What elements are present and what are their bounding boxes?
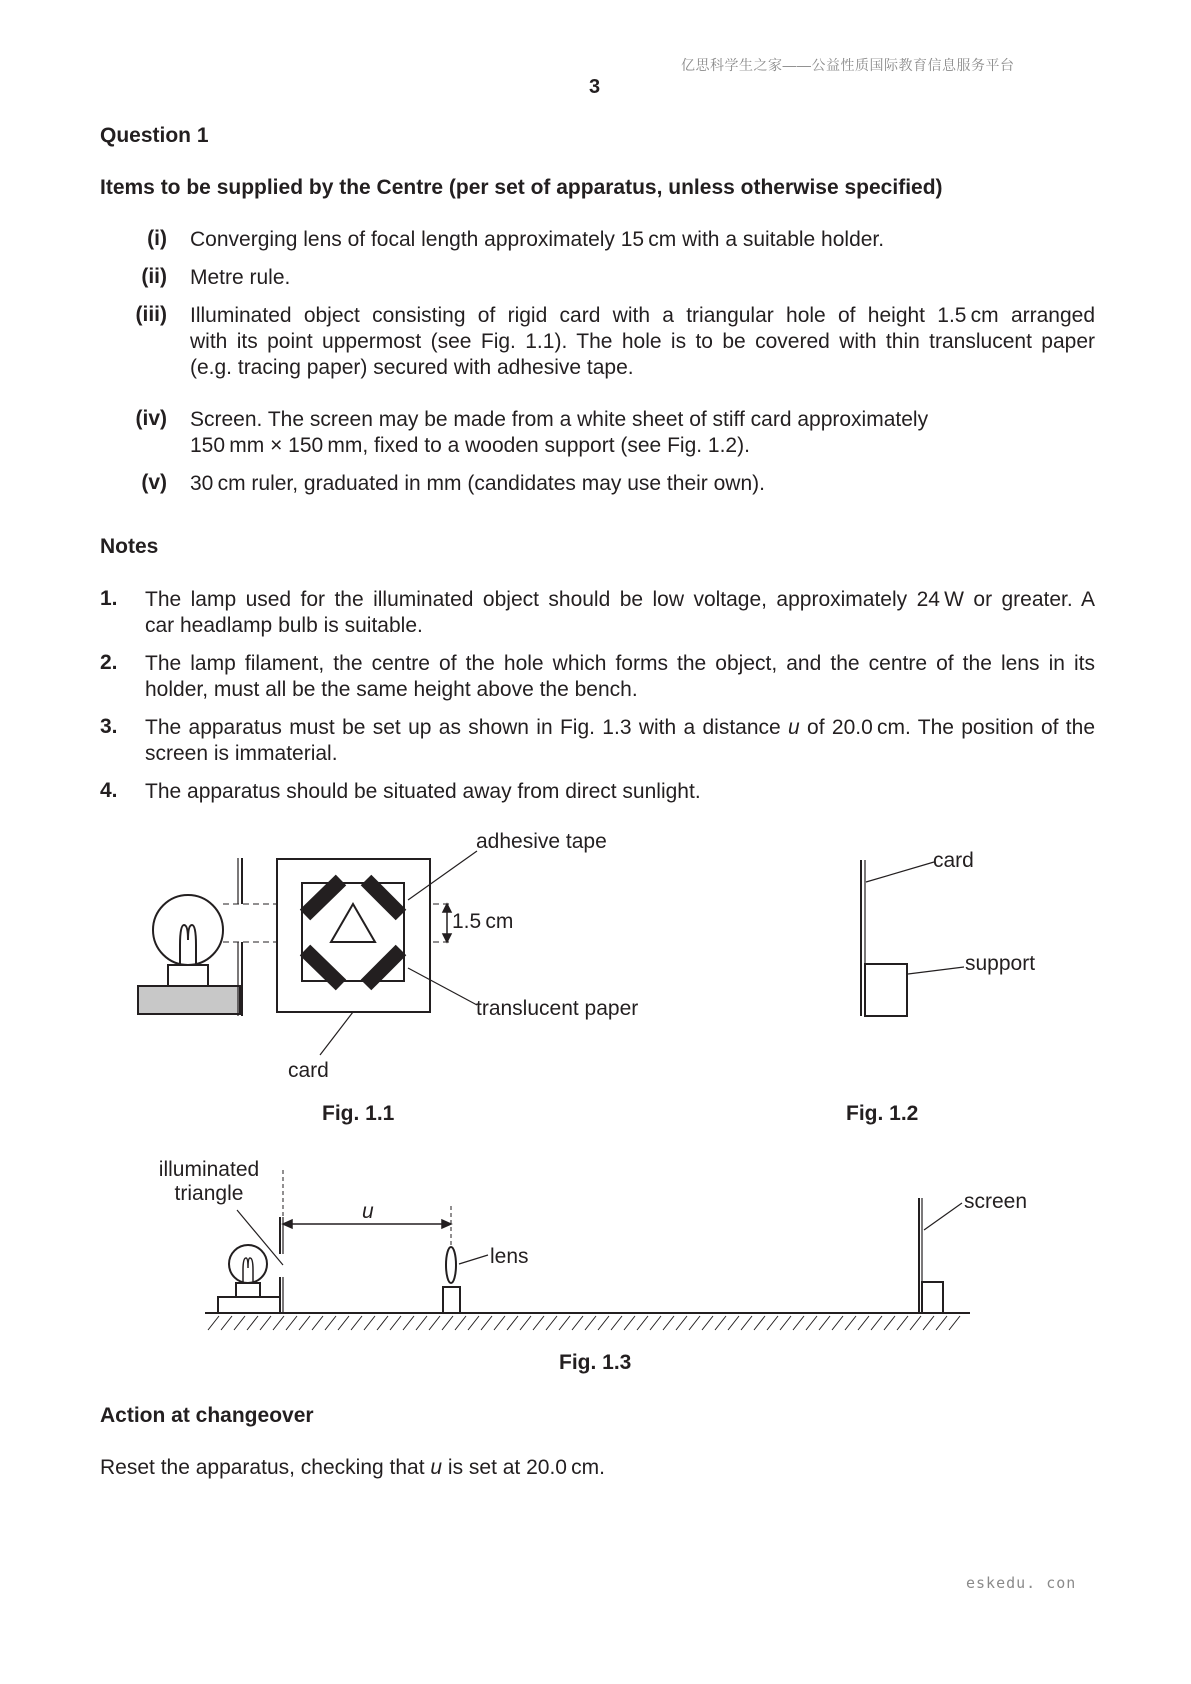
fig1-3-caption: Fig. 1.3 [559,1351,632,1374]
item-text: Converging lens of focal length approximately 15 cm with a suitable holder. [190,228,885,251]
label-lens: lens [490,1245,529,1268]
fig1-3-screen [919,1198,962,1313]
notes-heading: Notes [100,535,159,558]
note-number: 3. [100,715,118,738]
note-text-line: holder, must all be the same height above the bench. [145,678,638,701]
fig1-1-height-marker [443,904,451,942]
fig1-1-card-front [277,859,430,1012]
label-adhesive-tape: adhesive tape [476,830,607,853]
fig1-1-caption: Fig. 1.1 [322,1102,395,1125]
fig1-3-lens [443,1206,488,1313]
label-line: triangle [174,1182,244,1205]
items-heading: Items to be supplied by the Centre (per set of apparatus, unless otherwise specified) [100,176,943,199]
fig1-3-bench [205,1313,970,1330]
variable-u: u [788,716,800,739]
label-support: support [965,952,1036,975]
item-number: (v) [141,471,167,494]
item-text-line: 150 mm × 150 mm, fixed to a wooden support (see Fig. 1.2). [190,434,750,457]
note-text-line: screen is immaterial. [145,742,338,765]
note-text-line: The lamp filament, the centre of the hole which forms the object, and the centre of the lens in its [145,652,1095,675]
footer-site: eskedu. con [966,1574,1077,1592]
fig1-1-lamp [138,895,240,1014]
note-number: 4. [100,779,118,802]
changeover-text [100,1455,605,1481]
changeover-text-part: Reset the apparatus, checking that [100,1456,431,1479]
variable-u: u [430,1456,443,1479]
note-text-part: The apparatus must be set up as shown in Fig. 1.3 with a distance [145,716,789,739]
item-number: (ii) [141,265,167,288]
label-card: card [288,1059,329,1082]
page-number: 3 [589,76,601,98]
label-height: 1.5 cm [452,910,514,933]
label-u: u [362,1200,374,1223]
item-text-line: Illuminated object consisting of rigid card with a triangular hole of height 1.5 cm arranged [190,304,1095,327]
note-text-part: of 20.0 cm. The position of the [799,716,1095,739]
changeover-heading: Action at changeover [100,1404,314,1427]
note-number: 1. [100,587,118,610]
label-illuminated-triangle [155,1158,263,1206]
label-card: card [933,849,974,872]
item-text-line: (e.g. tracing paper) secured with adhesive tape. [190,356,634,379]
item-number: (iii) [135,303,167,326]
note-text-line: The apparatus should be situated away from direct sunlight. [145,780,701,803]
item-text-line: with its point uppermost (see Fig. 1.1). The hole is to be covered with thin translucent paper [190,330,1095,353]
note-number: 2. [100,651,118,674]
item-number: (iv) [135,407,167,430]
header-watermark: 亿思科学生之家——公益性质国际教育信息服务平台 [681,57,1015,73]
fig1-2-screen [861,860,907,1016]
fig1-2-leaders [866,862,964,974]
fig1-3-lamp [218,1245,280,1313]
note-text-line: car headlamp bulb is suitable. [145,614,423,637]
note-text-line: The lamp used for the illuminated object should be low voltage, approximately 24 W or greater. A [145,588,1095,611]
question-title: Question 1 [100,124,209,147]
label-line: illuminated [158,1158,260,1181]
label-screen: screen [964,1190,1028,1213]
item-text-line: Screen. The screen may be made from a white sheet of stiff card approximately [190,408,929,431]
item-number: (i) [147,227,167,250]
item-text: Metre rule. [190,266,291,289]
changeover-text-part: is set at 20.0 cm. [442,1456,605,1479]
label-translucent-paper: translucent paper [476,997,639,1020]
item-text: 30 cm ruler, graduated in mm (candidates may use their own). [190,472,765,495]
fig1-2-caption: Fig. 1.2 [846,1102,919,1125]
